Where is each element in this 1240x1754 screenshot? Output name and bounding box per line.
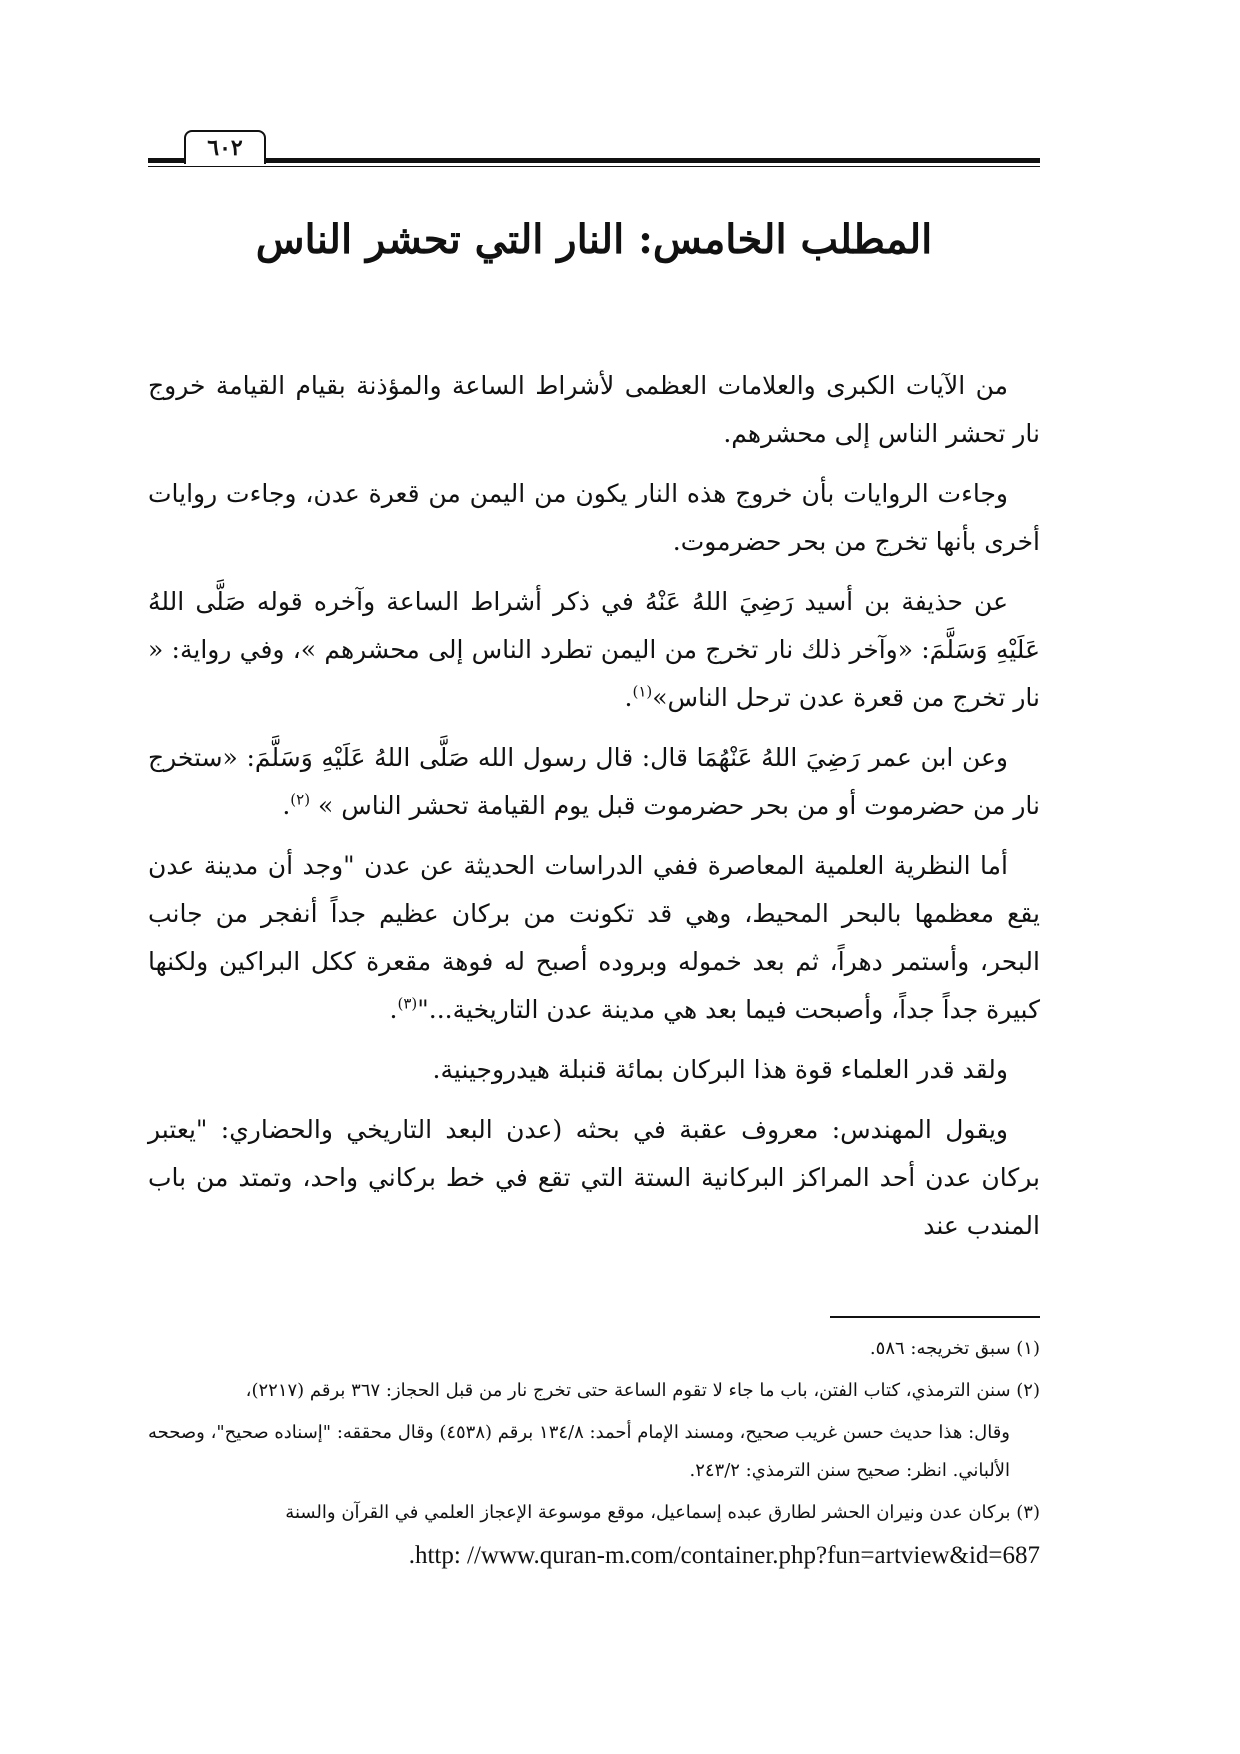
paragraph-tail: .: [624, 683, 633, 712]
footnote-separator: [830, 1316, 1040, 1318]
paragraph-1: [148, 362, 1040, 458]
paragraph-text: من الآيات الكبرى والعلامات العظمى لأشراط الساعة والمؤذنة بقيام القيامة خروج نار تحشر الناس إلى محشرهم.: [148, 371, 1040, 448]
header-rule-thick: [148, 158, 1040, 163]
paragraph-6: [148, 1046, 1040, 1094]
paragraph-tail: .: [282, 791, 291, 820]
page-header: [148, 128, 1040, 172]
paragraph-3: [148, 578, 1040, 722]
footnote-1: (١) سبق تخريجه: ٥٨٦.: [869, 1338, 1040, 1359]
footnote-3: (٣) بركان عدن ونيران الحشر لطارق عبده إسماعيل، موقع موسوعة الإعجاز العلمي في القرآن والسنة: [285, 1502, 1040, 1523]
footnote-ref-3[interactable]: (٣): [397, 994, 418, 1013]
paragraph-tail: .: [389, 995, 398, 1024]
footnotes: [148, 1330, 1040, 1576]
paragraph-text: وعن ابن عمر رَضِيَ اللهُ عَنْهُمَا قال: قال رسول الله صَلَّى اللهُ عَلَيْهِ وَسَلَّمَ: «ستخرج نار من حضرموت أو من بحر حضرموت قبل يوم القيامة تحشر الناس »: [148, 743, 1040, 820]
paragraph-text: ولقد قدر العلماء قوة هذا البركان بمائة قنبلة هيدروجينية.: [432, 1055, 1008, 1084]
footnote-2-continued: وقال: هذا حديث حسن غريب صحيح، ومسند الإمام أحمد: ١٣٤/٨ برقم (٤٥٣٨) وقال محققه: "إسناده صحيح"، وصححه الألباني. انظر: صحيح سنن الترمذي: ٢٤٣/٢.: [148, 1422, 1010, 1481]
footnote-ref-1[interactable]: (١): [632, 682, 653, 701]
paragraph-4: [148, 734, 1040, 830]
paragraph-5: [148, 842, 1040, 1034]
footnote-2: (٢) سنن الترمذي، كتاب الفتن، باب ما جاء لا تقوم الساعة حتى تخرج نار من قبل الحجاز: ٣٦٧ برقم (٢٢١٧)،: [245, 1380, 1040, 1401]
paragraph-7: [148, 1106, 1040, 1250]
paragraph-text: أما النظرية العلمية المعاصرة ففي الدراسات الحديثة عن عدن "وجد أن مدينة عدن يقع معظمها بالبحر المحيط، وهي قد تكونت من بركان عظيم جداً أنفجر من جانب البحر، وأستمر دهراً، ثم بعد خموله وبروده أصبح له فوهة مقعرة ككل البراكين ولكنها كبيرة جداً جداً، وأصبحت فيما بعد هي مدينة عدن التاريخية...": [148, 851, 1040, 1024]
header-rule-thin: [148, 166, 1040, 167]
page-number: ٦٠٢: [184, 130, 266, 164]
body-text: [148, 362, 1040, 1262]
footnote-3-url[interactable]: .http: //www.quran-m.com/container.php?fun=artview&id=687: [408, 1542, 1040, 1569]
paragraph-text: ويقول المهندس: معروف عقبة في بحثه (عدن البعد التاريخي والحضاري: "يعتبر بركان عدن أحد المراكز البركانية الستة التي تقع في خط بركاني واحد، وتمتد من باب المندب عند: [148, 1115, 1040, 1240]
paragraph-text: عن حذيفة بن أسيد رَضِيَ اللهُ عَنْهُ في ذكر أشراط الساعة وآخره قوله صَلَّى اللهُ عَلَيْهِ وَسَلَّمَ: «وآخر ذلك نار تخرج من اليمن تطرد الناس إلى محشرهم »، وفي رواية: « نار تخرج من قعرة عدن ترحل الناس»: [148, 587, 1040, 712]
paragraph-text: وجاءت الروايات بأن خروج هذه النار يكون من اليمن من قعرة عدن، وجاءت روايات أخرى بأنها تخرج من بحر حضرموت.: [148, 479, 1040, 556]
footnote-ref-2[interactable]: (٢): [290, 790, 311, 809]
section-title: المطلب الخامس: النار التي تحشر الناس: [255, 216, 933, 263]
paragraph-2: [148, 470, 1040, 566]
